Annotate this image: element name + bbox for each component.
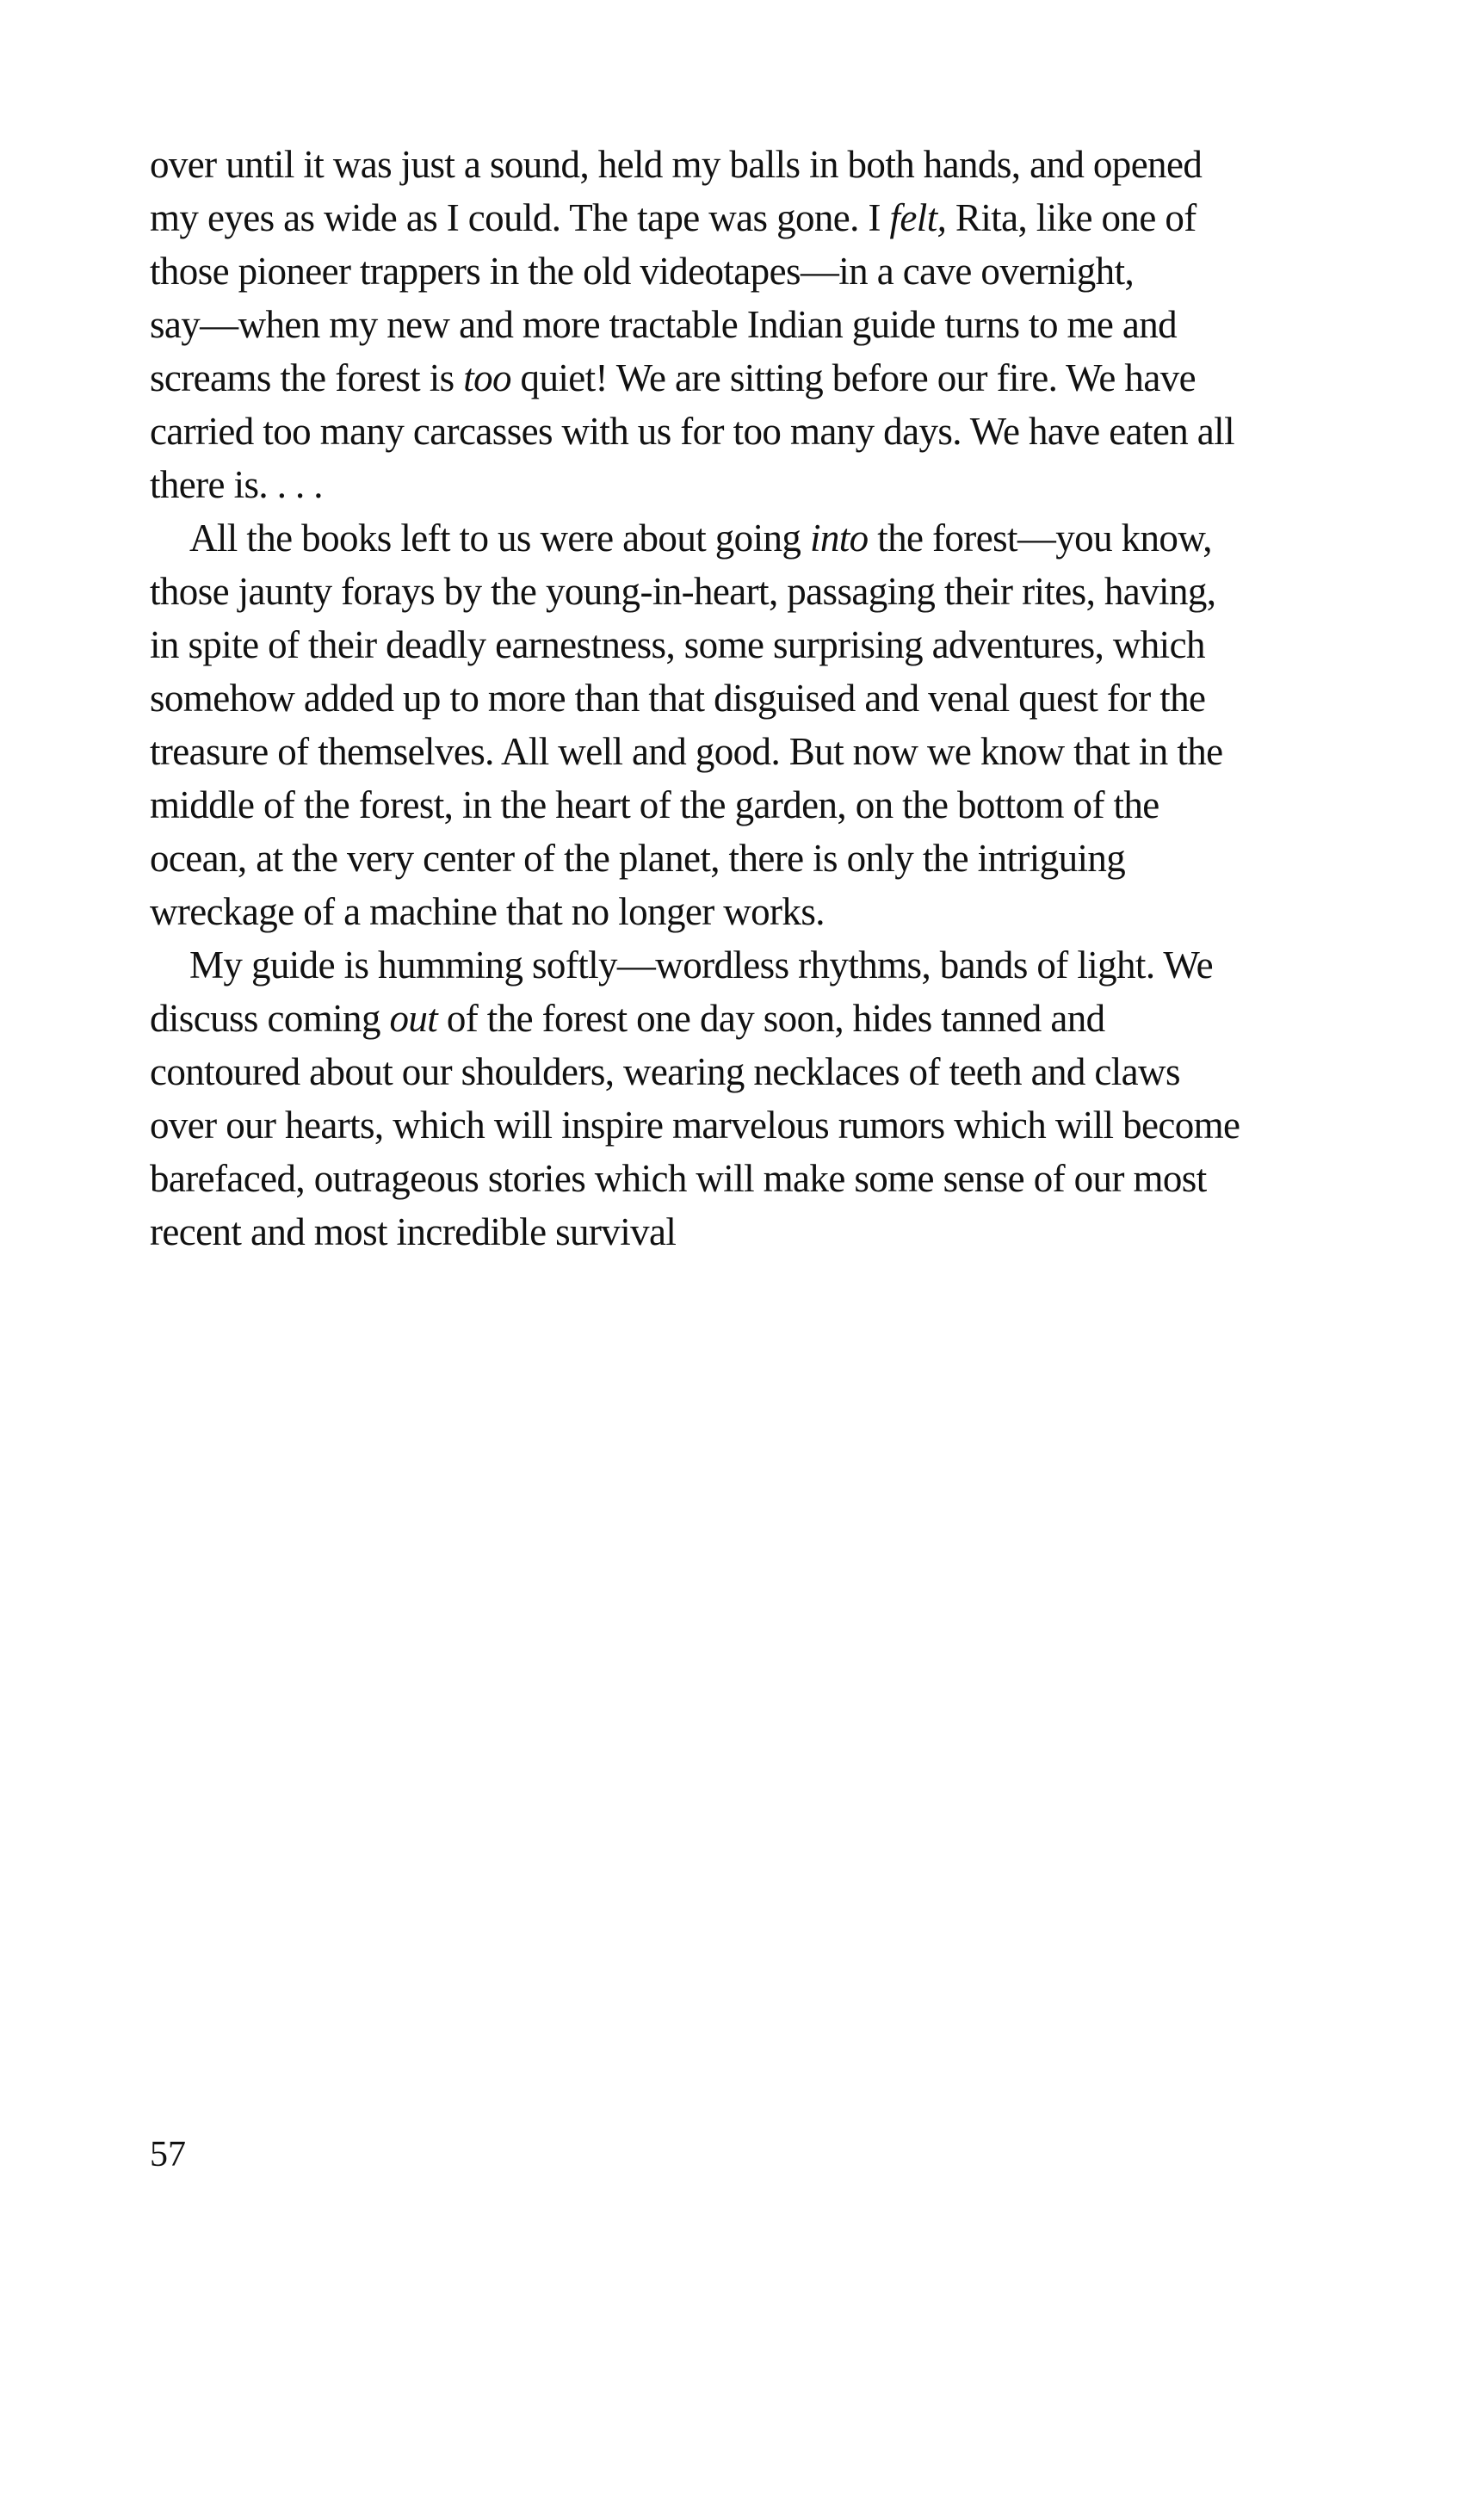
text-line bbox=[150, 725, 1355, 778]
text-segment: say—when my new and more tractable Indian guide turns to me and bbox=[150, 303, 1178, 346]
text-line bbox=[150, 511, 1355, 565]
text-line bbox=[150, 351, 1355, 405]
text-line bbox=[150, 1205, 1355, 1259]
italic-text: out bbox=[389, 997, 438, 1040]
text-segment: My guide is humming softly—wordless rhythms, bands of light. We bbox=[189, 943, 1213, 987]
text-segment: over until it was just a sound, held my balls in both hands, and opened bbox=[150, 143, 1203, 186]
text-line bbox=[150, 671, 1355, 725]
text-segment: middle of the forest, in the heart of the garden, on the bottom of the bbox=[150, 783, 1159, 826]
text-segment: screams the forest is bbox=[150, 356, 464, 399]
text-line bbox=[150, 938, 1355, 992]
text-line bbox=[150, 992, 1355, 1045]
text-segment: All the books left to us were about going bbox=[189, 516, 810, 560]
body-text bbox=[150, 138, 1355, 1259]
text-line bbox=[150, 778, 1355, 832]
italic-text: felt, bbox=[889, 196, 947, 239]
text-line bbox=[150, 832, 1355, 885]
text-line bbox=[150, 885, 1355, 938]
text-line bbox=[150, 244, 1355, 298]
text-segment: there is. . . . bbox=[150, 463, 323, 506]
text-segment: somehow added up to more than that disguised and venal quest for the bbox=[150, 677, 1206, 720]
page-number: 57 bbox=[150, 2135, 186, 2174]
text-line bbox=[150, 1045, 1355, 1098]
text-line bbox=[150, 1152, 1355, 1205]
italic-text: into bbox=[809, 516, 869, 560]
text-segment: barefaced, outrageous stories which will make some sense of our most bbox=[150, 1157, 1207, 1200]
text-segment: of the forest one day soon, hides tanned and bbox=[437, 997, 1105, 1040]
text-line bbox=[150, 565, 1355, 618]
text-segment: in spite of their deadly earnestness, some surprising adventures, which bbox=[150, 623, 1205, 666]
text-segment: treasure of themselves. All well and good. But now we know that in the bbox=[150, 730, 1223, 773]
text-segment: Rita, like one of bbox=[946, 196, 1196, 239]
text-line bbox=[150, 405, 1355, 458]
text-line bbox=[150, 191, 1355, 244]
text-segment: carried too many carcasses with us for too many days. We have eaten all bbox=[150, 410, 1234, 453]
text-segment: over our hearts, which will inspire marvelous rumors which will become bbox=[150, 1104, 1240, 1147]
text-segment: contoured about our shoulders, wearing necklaces of teeth and claws bbox=[150, 1050, 1180, 1093]
text-segment: my eyes as wide as I could. The tape was gone. I bbox=[150, 196, 890, 239]
text-segment: ocean, at the very center of the planet, there is only the intriguing bbox=[150, 837, 1126, 880]
text-line bbox=[150, 458, 1355, 511]
text-segment: those pioneer trappers in the old videotapes—in a cave overnight, bbox=[150, 250, 1135, 293]
text-line bbox=[150, 618, 1355, 671]
text-line bbox=[150, 138, 1355, 191]
text-segment: recent and most incredible survival bbox=[150, 1210, 677, 1253]
italic-text: too bbox=[463, 356, 511, 399]
text-segment: quiet! We are sitting before our fire. We have bbox=[510, 356, 1196, 399]
text-line bbox=[150, 1098, 1355, 1152]
text-segment: the forest—you know, bbox=[868, 516, 1212, 560]
text-line bbox=[150, 298, 1355, 351]
text-segment: those jaunty forays by the young-in-heart, passaging their rites, having, bbox=[150, 570, 1216, 613]
text-segment: wreckage of a machine that no longer works. bbox=[150, 890, 825, 933]
text-segment: discuss coming bbox=[150, 997, 390, 1040]
